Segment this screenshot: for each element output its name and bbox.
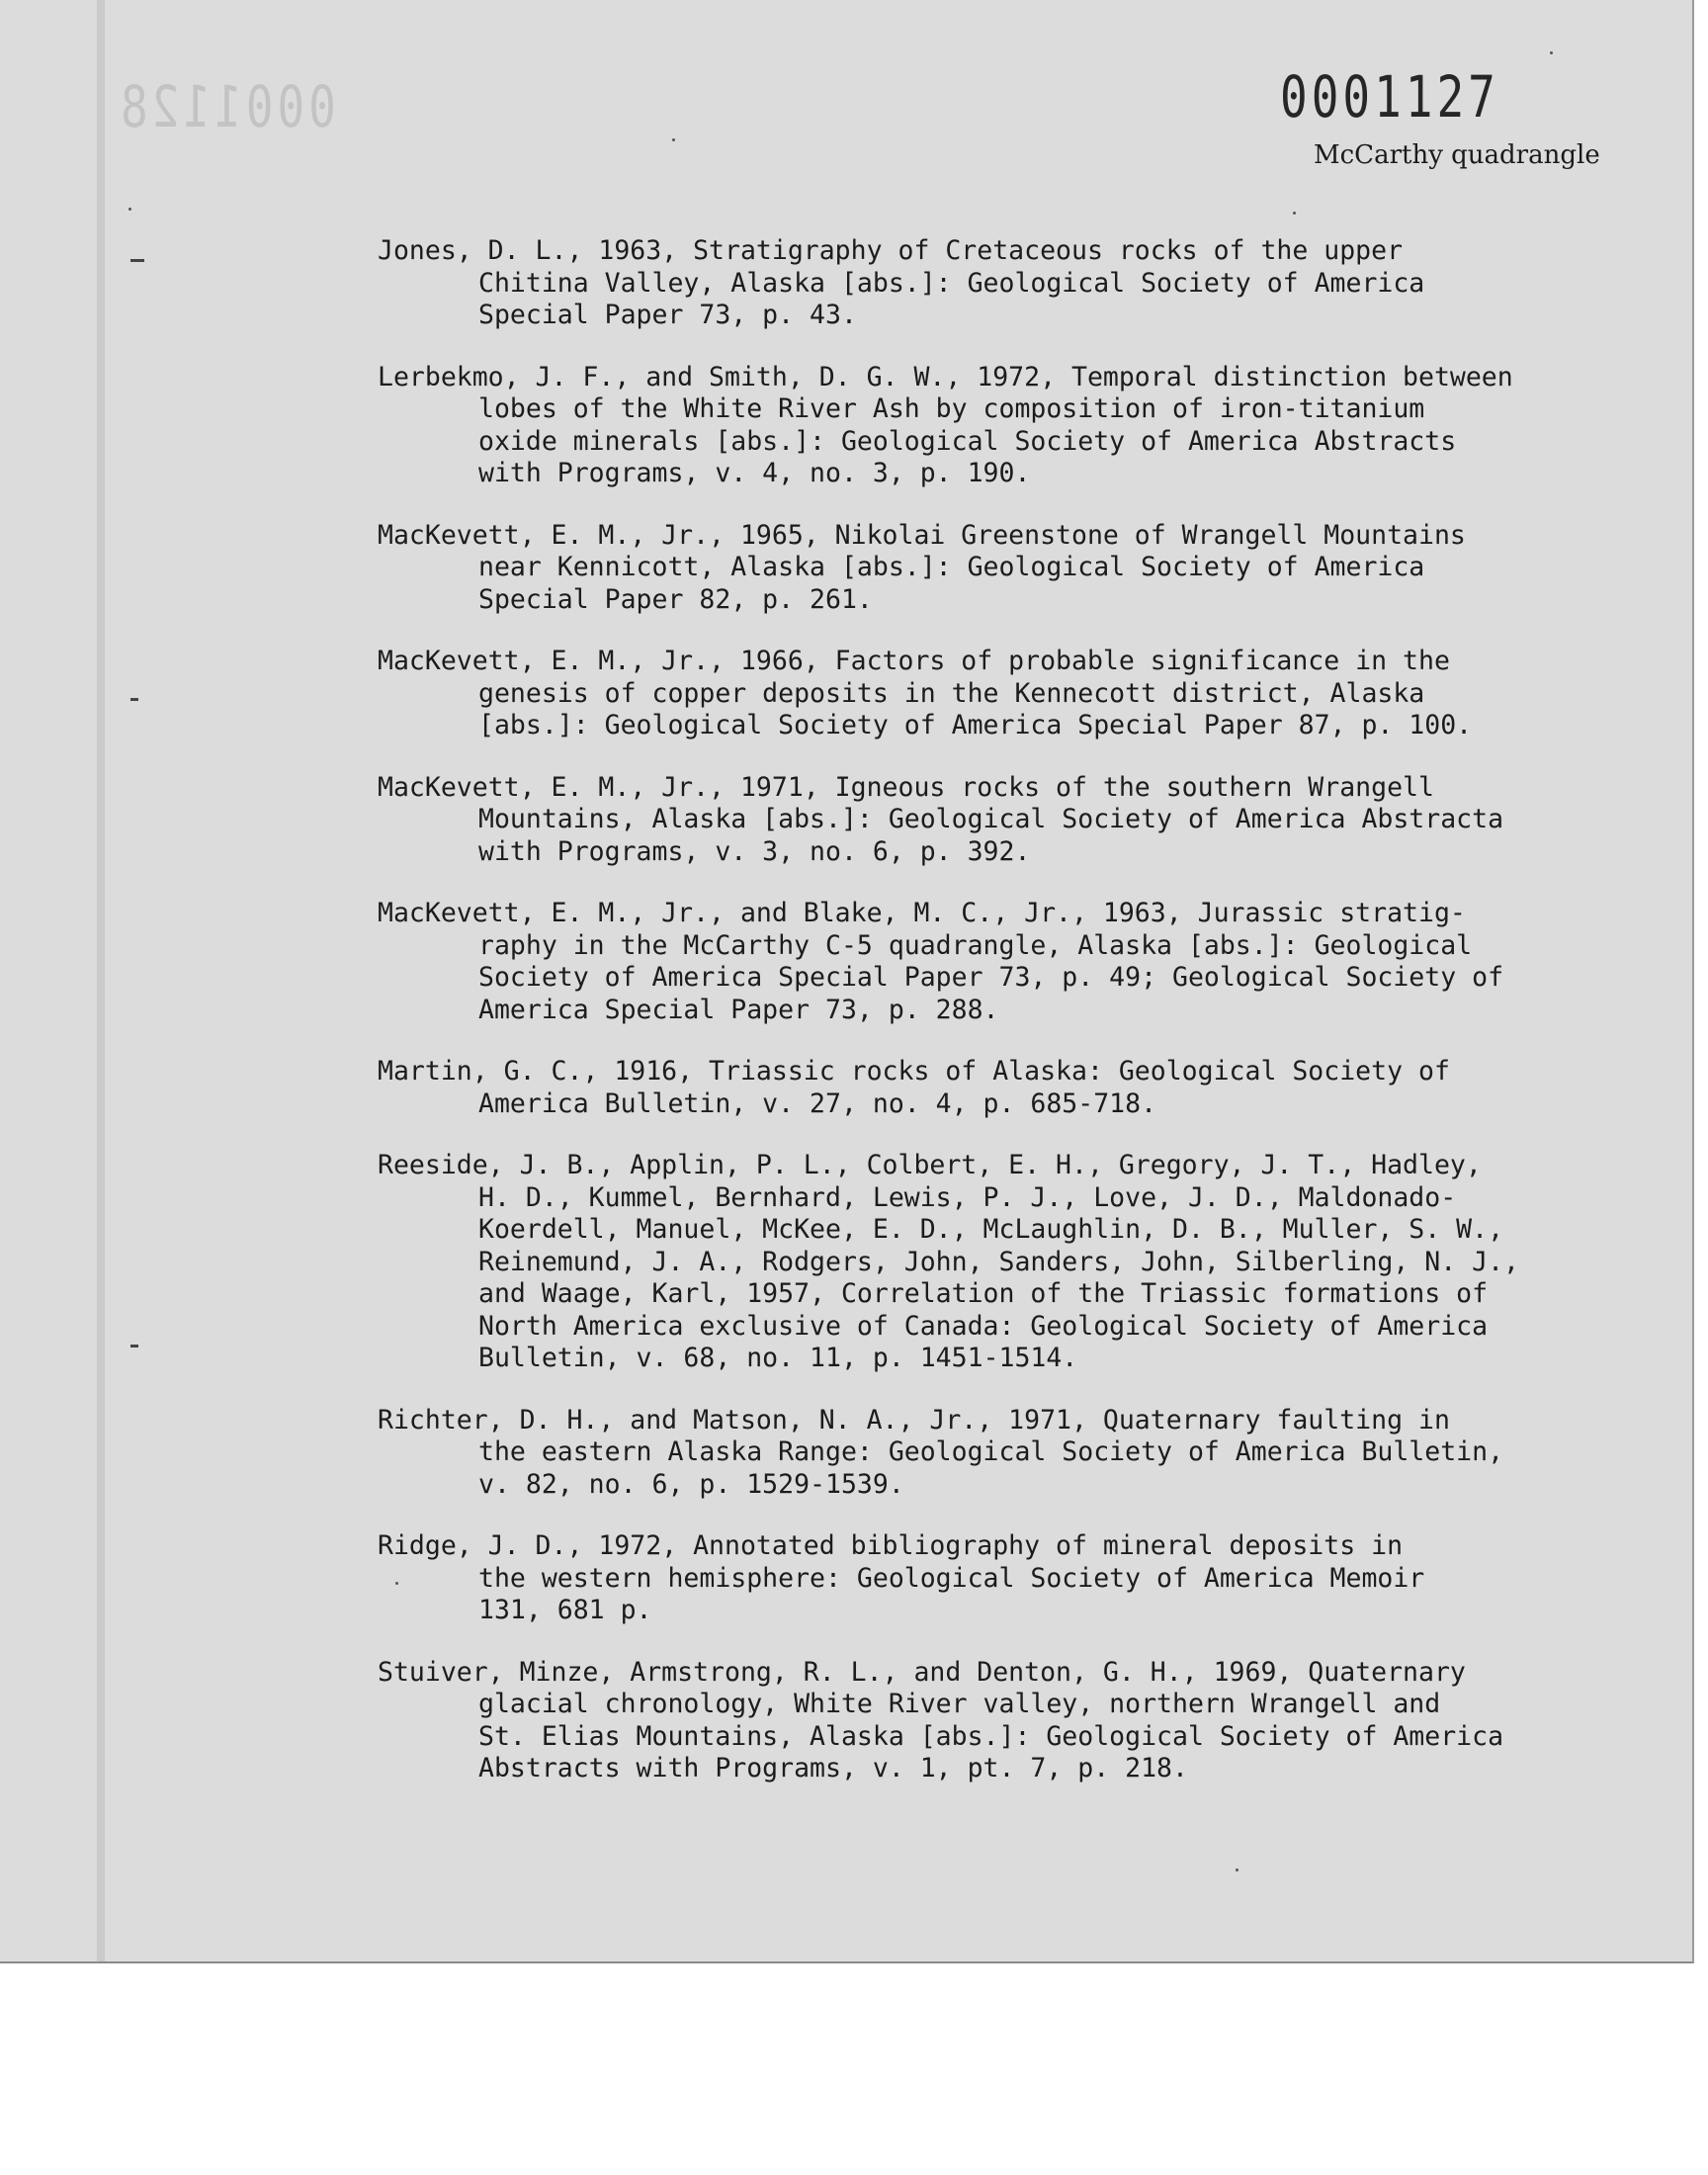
reference-entry: MacKevett, E. M., Jr., 1965, Nikolai Greenstone of Wrangell Mountains near Kennicott, Alaska [abs.]: Geological Society of America Special Paper 82, p. 261.	[378, 519, 1466, 615]
reference-entry: Lerbekmo, J. F., and Smith, D. G. W., 1972, Temporal distinction between lobes of the White River Ash by composition of iron-titanium oxide minerals [abs.]: Geological Society of America Abstracts with Programs, v. 4, no. 3, p. 190.	[378, 361, 1513, 488]
reference-entry: Ridge, J. D., 1972, Annotated bibliography of mineral deposits in the western hemisphere: Geological Society of America Memoir 131, 681 p.	[378, 1530, 1425, 1625]
document-number: 0001127	[1280, 63, 1499, 130]
margin-mark	[130, 1345, 138, 1348]
reference-entry: Jones, D. L., 1963, Stratigraphy of Cretaceous rocks of the upper Chitina Valley, Alaska [abs.]: Geological Society of America Special Paper 73, p. 43.	[378, 235, 1425, 330]
reference-entry: MacKevett, E. M., Jr., and Blake, M. C., Jr., 1963, Jurassic stratig- raphy in the McCarthy C-5 quadrangle, Alaska [abs.]: Geological Society of America Special Paper 73, p. 49; Geological Society of America Special Paper 73, p. 288.	[378, 898, 1504, 1025]
scan-speck	[672, 138, 675, 141]
reference-entry: MacKevett, E. M., Jr., 1971, Igneous rocks of the southern Wrangell Mountains, Alaska [abs.]: Geological Society of America Abstracta with Programs, v. 3, no. 6, p. 392.	[378, 771, 1504, 867]
reference-entry: Reeside, J. B., Applin, P. L., Colbert, E. H., Gregory, J. T., Hadley, H. D., Kummel, Bernhard, Lewis, P. J., Love, J. D., Maldonado- Koerdell, Manuel, McKee, E. D., McLaughlin, D. B., Muller, S. W., Reinemund, J. A., Rodgers, John, Sanders, John, Silberling, N. J., and Waage, Karl, 1957, Correlation of the Triassic formations of North America exclusive of Canada: Geological Society of America Bulletin, v. 68, no. 11, p. 1451-1514.	[378, 1150, 1519, 1373]
scan-speck	[1550, 51, 1553, 54]
reference-entry: Richter, D. H., and Matson, N. A., Jr., 1971, Quaternary faulting in the eastern Alaska Range: Geological Society of America Bulletin, v. 82, no. 6, p. 1529-1539.	[378, 1404, 1504, 1500]
margin-mark	[130, 259, 144, 262]
reference-entry: MacKevett, E. M., Jr., 1966, Factors of probable significance in the genesis of copper deposits in the Kennecott district, Alaska [abs.]: Geological Society of America Special Paper 87, p. 100.	[378, 646, 1473, 740]
reference-list	[378, 235, 1613, 1815]
scan-speck	[128, 208, 131, 211]
scan-speck	[1293, 212, 1296, 215]
quadrangle-label: McCarthy quadrangle	[1314, 140, 1600, 170]
reference-entry: Martin, G. C., 1916, Triassic rocks of Alaska: Geological Society of America Bulletin, v. 27, no. 4, p. 685-718.	[378, 1056, 1450, 1119]
margin-mark	[130, 698, 138, 701]
scan-speck	[1236, 1869, 1238, 1871]
bleed-through-doc-number: 0001128	[117, 73, 336, 140]
reference-entry: Stuiver, Minze, Armstrong, R. L., and Denton, G. H., 1969, Quaternary glacial chronology, White River valley, northern Wrangell and St. Elias Mountains, Alaska [abs.]: Geological Society of America Abstracts with Programs, v. 1, pt. 7, p. 218.	[378, 1656, 1504, 1784]
